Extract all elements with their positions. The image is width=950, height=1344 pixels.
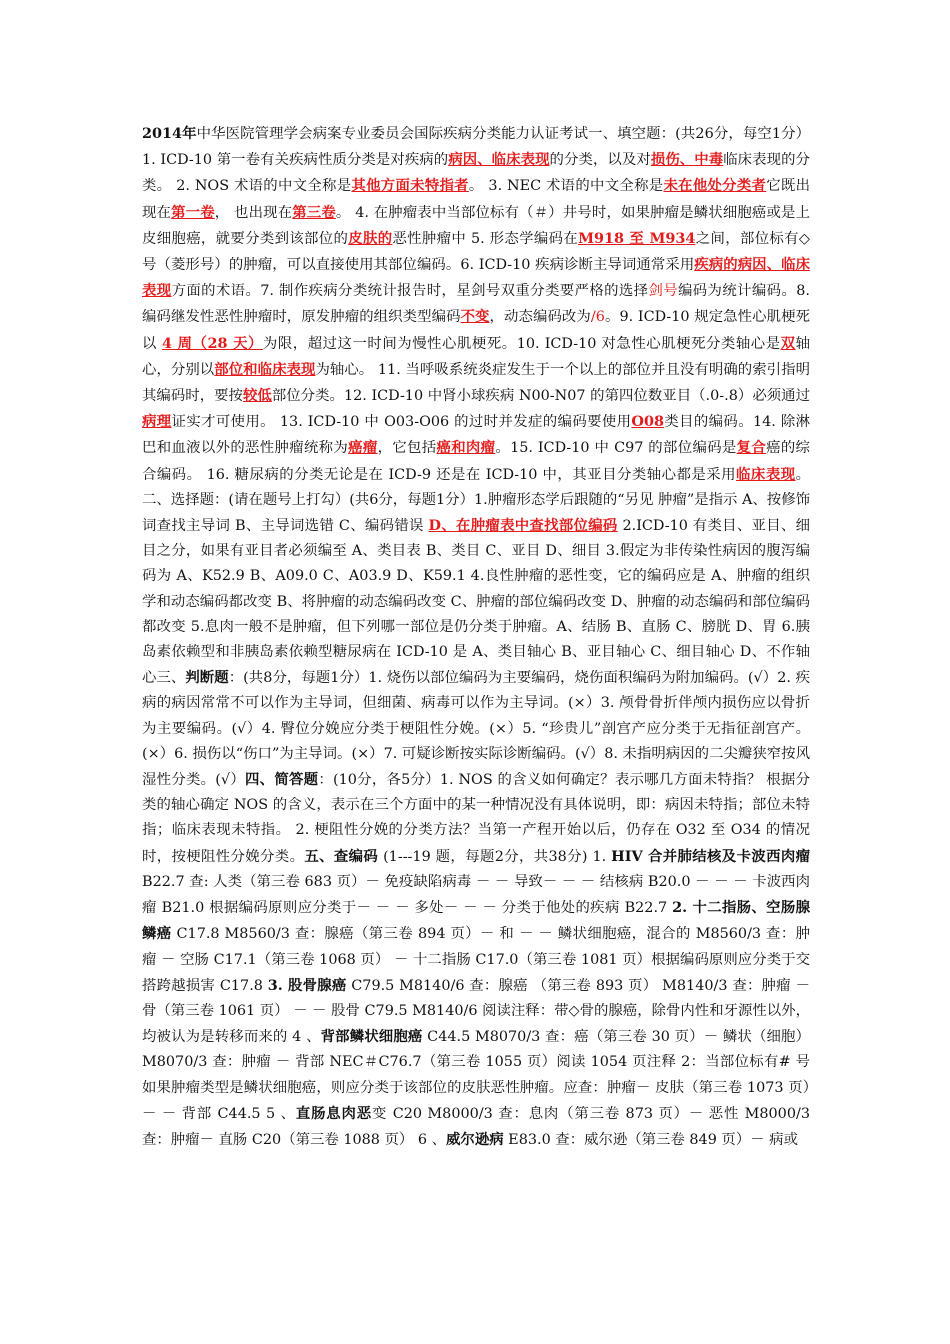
text-run: 恶性肿瘤中 5. 形态学编码在 bbox=[392, 230, 579, 247]
text-run: (1---19 题，每题2分，共38分) 1. bbox=[378, 848, 612, 865]
text-run: 。 4. 在肿瘤表中当部位标有（＃）井号时，如果肿瘤是鳞状细胞癌或是上皮细胞癌，就要分类到该部位的 bbox=[142, 204, 810, 247]
answer-highlight: 癌瘤 bbox=[348, 439, 378, 457]
text-run: B22.7 查: 人类（第三卷 683 页）－ 免疫缺陷病毒 － － 导致－ － － 结核病 B20.0 － － － 卡波西肉瘤 B21.0 根据编码原则应分类于－ － － 多处－ － － 分类于他处的疾病 B22.7 bbox=[142, 873, 810, 917]
bold-heading-text: 3. 股骨腺癌 bbox=[267, 976, 347, 994]
text-run: E83.0 查：威尔逊（第三卷 849 页）－ 病或 bbox=[503, 1131, 798, 1148]
answer-highlight: 较低 bbox=[242, 387, 272, 405]
text-run: 部位分类。12. ICD-10 中肾小球疾病 N00-N07 的第四位数亚目（.0-.8）必须通过 bbox=[271, 388, 810, 405]
answer-highlight: M918 至 M934 bbox=[578, 229, 696, 247]
bold-heading-text: 背部鳞状细胞癌 bbox=[320, 1028, 423, 1046]
bold-heading-text: 2. 十二指肠、空肠腺鳞癌 bbox=[142, 899, 810, 943]
text-run: 之间，部位标有◇号（菱形号）的肿瘤，可以直接使用其部位编码。6. ICD-10 疾病诊断主导词通常采用 bbox=[142, 230, 810, 274]
answer-highlight: 复合 bbox=[736, 439, 767, 457]
answer-highlight: 第一卷 bbox=[171, 203, 215, 221]
exam-body-text bbox=[142, 121, 810, 1153]
text-run: 癌的综合编码。 16. 糖尿病的分类无论是在 ICD-9 还是在 ICD-10 中，其亚目分类轴心都是采用 bbox=[142, 440, 810, 483]
text-run: 轴心，分别以 bbox=[142, 335, 810, 378]
answer-highlight: 第三卷 bbox=[292, 203, 336, 221]
bold-heading-text: 五、查编码 bbox=[304, 847, 379, 865]
text-run: 。15. ICD-10 中 C97 的部位编码是 bbox=[495, 440, 737, 457]
text-run: ：(共8分，每题1分）1. 烧伤以部位编码为主要编码，烧伤面积编码为附加编码。(√）2. 疾病的病因常常不可以作为主导词，但细菌、病毒可以作为主导词。(×）3. 颅骨骨折伴颅内损伤应以骨折为主要编码。(√）4. 臀位分娩应分类于梗阻性分娩。(×）5. “珍贵儿”剖宫产应分类于无指征剖宫产。(×）6. 损伤以“伤口”为主导词。(×）7. 可疑诊断按实际诊断编码。(√）8. 未指明病因的二尖瓣狭窄按风湿性分类。(√） bbox=[142, 670, 810, 789]
text-run: 证实才可使用。 13. ICD-10 中 O03-O06 的过时并发症的编码要使用 bbox=[171, 414, 632, 431]
text-run: 类目的编码。14. 除淋巴和血液以外的恶性肿瘤统称为 bbox=[142, 414, 810, 457]
text-run: 2.ICD-10 有类目、亚目、细目之分，如果有亚目者必须编至 A、类目表 B、类目 C、亚目 D、细目 3.假定为非传染性病因的腹泻编码为 A、K52.9 B、A09.0 C、A03.9 D、K59.1 4.良性肿瘤的恶性变，它的编码应是 A、肿瘤的组织学和动态编码都改变 B、将肿瘤的动态编码改变 C、肿瘤的部位编码改变 D、肿瘤的动态编码和部位编码都改变 5.息肉一般不是肿瘤，但下列哪一部位是仍分类于肿瘤。A、结肠 B、直肠 C、膀胱 D、胃 6.胰岛素依赖型和非胰岛素依赖型糖尿病在 ICD-10 是 A、类目轴心 B、亚目轴心 C、细目轴心 D、不作轴心三、 bbox=[142, 518, 811, 687]
text-run: 。 3. NEC 术语的中文全称是 bbox=[468, 178, 664, 195]
bold-heading-text: 威尔逊病 bbox=[446, 1130, 504, 1148]
answer-highlight: 皮肤的 bbox=[348, 229, 393, 247]
answer-red-text: /6 bbox=[590, 309, 605, 326]
text-run: 中华医院管理学会病案专业委员会国际疾病分类能力认证考试一、填空题：(共26分，每空1分）1. ICD-10 第一卷有关疾病性质分类是对疾病的 bbox=[142, 126, 810, 169]
text-run: ， 也出现在 bbox=[214, 204, 293, 221]
text-run: 变 C20 M8000/3 查：息肉（第三卷 873 页）－ 恶性 M8000/3 查：肿瘤－ 直肠 C20（第三卷 1088 页） 6 、 bbox=[142, 1105, 810, 1148]
text-run: C79.5 M8140/6 查：腺癌 （第三卷 893 页） M8140/3 查：肿瘤 － 骨（第三卷 1061 页） － － 股骨 C79.5 M8140/6 阅读注释：带◇骨的腺癌，除骨内性和牙源性以外，均被认为是转移而来的 4 、 bbox=[142, 977, 810, 1046]
answer-highlight: 疾病的病因、临床表现 bbox=[142, 256, 810, 300]
text-run: 方面的术语。7. 制作疾病分类统计报告时，星剑号双重分类要严格的选择 bbox=[171, 283, 649, 300]
text-run: 为限，超过这一时间为慢性心肌梗死。10. ICD-10 对急性心肌梗死分类轴心是 bbox=[262, 335, 781, 352]
bold-heading-text: 判断题 bbox=[185, 669, 229, 687]
text-run: ：(10分，各5分）1. NOS 的含义如何确定？表示哪几方面未特指？ 根据分类的轴心确定 NOS 的含义，表示在三个方面中的某一种情况没有具体说明，即：病因未特指；部位未特指；临床表现未特指。 2. 梗阻性分娩的分类方法？当第一产程开始以后，仍存在 O32 至 O34 的情况时，按梗阻性分娩分类。 bbox=[142, 772, 810, 865]
text-run: C17.8 M8560/3 查：腺癌（第三卷 894 页）－ 和 － － 鳞状细胞癌，混合的 M8560/3 查：肿瘤 － 空肠 C17.1（第三卷 1068 页） － 十二指肠 C17.0（第三卷 1081 页）根据编码原则应分类于交搭跨越损害 C17.8 bbox=[142, 926, 810, 994]
bold-heading-text: HIV 合并肺结核及卡波西肉瘤 bbox=[611, 847, 810, 865]
answer-red-text: 剑号 bbox=[648, 283, 678, 300]
answer-highlight: 其他方面未特指者 bbox=[351, 177, 469, 195]
answer-highlight: 部位和临床表现 bbox=[214, 360, 316, 378]
answer-highlight: 未在他处分类者 bbox=[663, 177, 767, 195]
text-run: C44.5 M8070/3 查：癌（第三卷 30 页）－ 鳞状（细胞）M8070/3 查：肿瘤 － 背部 NEC＃C76.7（第三卷 1055 页）阅读 1054 页注释 2：当部位标有# 号如果肿瘤类型是鳞状细胞癌，则应分类于该部位的皮肤恶性肿瘤。应查：肿瘤－ 皮肤（第三卷 1073 页）－ － 背部 C44.5 5 、 bbox=[142, 1029, 810, 1122]
bold-heading-text: 直肠息肉恶 bbox=[295, 1104, 373, 1122]
text-run: ，它包括 bbox=[377, 440, 437, 457]
text-run: 的分类，以及对 bbox=[549, 152, 651, 169]
answer-highlight: O08 bbox=[631, 413, 664, 431]
answer-highlight: 损伤、中毒 bbox=[650, 151, 724, 169]
bold-heading-text: 2014年 bbox=[142, 125, 197, 142]
text-run: ，动态编码改为 bbox=[489, 309, 591, 326]
answer-highlight: 病理 bbox=[142, 413, 172, 431]
text-run: 为轴心。 11. 当呼吸系统炎症发生于一个以上的部位并且没有明确的索引指明其编码时，要按 bbox=[142, 361, 810, 405]
bold-heading-text: 四、简答题 bbox=[245, 771, 319, 789]
text-run: 编码为统计编码。8. 编码继发性恶性肿瘤时，原发肿瘤的组织类型编码 bbox=[142, 283, 810, 326]
answer-highlight: 癌和肉瘤 bbox=[436, 439, 496, 457]
answer-highlight: 不变 bbox=[460, 308, 490, 326]
text-run: 。二、选择题：(请在题号上打勾）(共6分，每题1分）1.肿瘤形态学后跟随的“另见 肿瘤”是指示 A、按修饰词查找主导词 B、主导词选错 C、编码错误 bbox=[142, 466, 810, 535]
answer-highlight: D、在肿瘤表中查找部位编码 bbox=[428, 517, 618, 535]
answer-highlight: 病因、临床表现 bbox=[448, 151, 550, 169]
text-run: 它既出现在 bbox=[142, 178, 810, 221]
answer-highlight: 临床表现 bbox=[736, 465, 796, 483]
text-run: 临床表现的分类。 2. NOS 术语的中文全称是 bbox=[142, 152, 810, 195]
text-run: 。9. ICD-10 规定急性心肌梗死以 bbox=[142, 309, 810, 352]
answer-highlight: 双 bbox=[780, 334, 796, 352]
answer-highlight: 4 周（28 天） bbox=[162, 334, 263, 352]
